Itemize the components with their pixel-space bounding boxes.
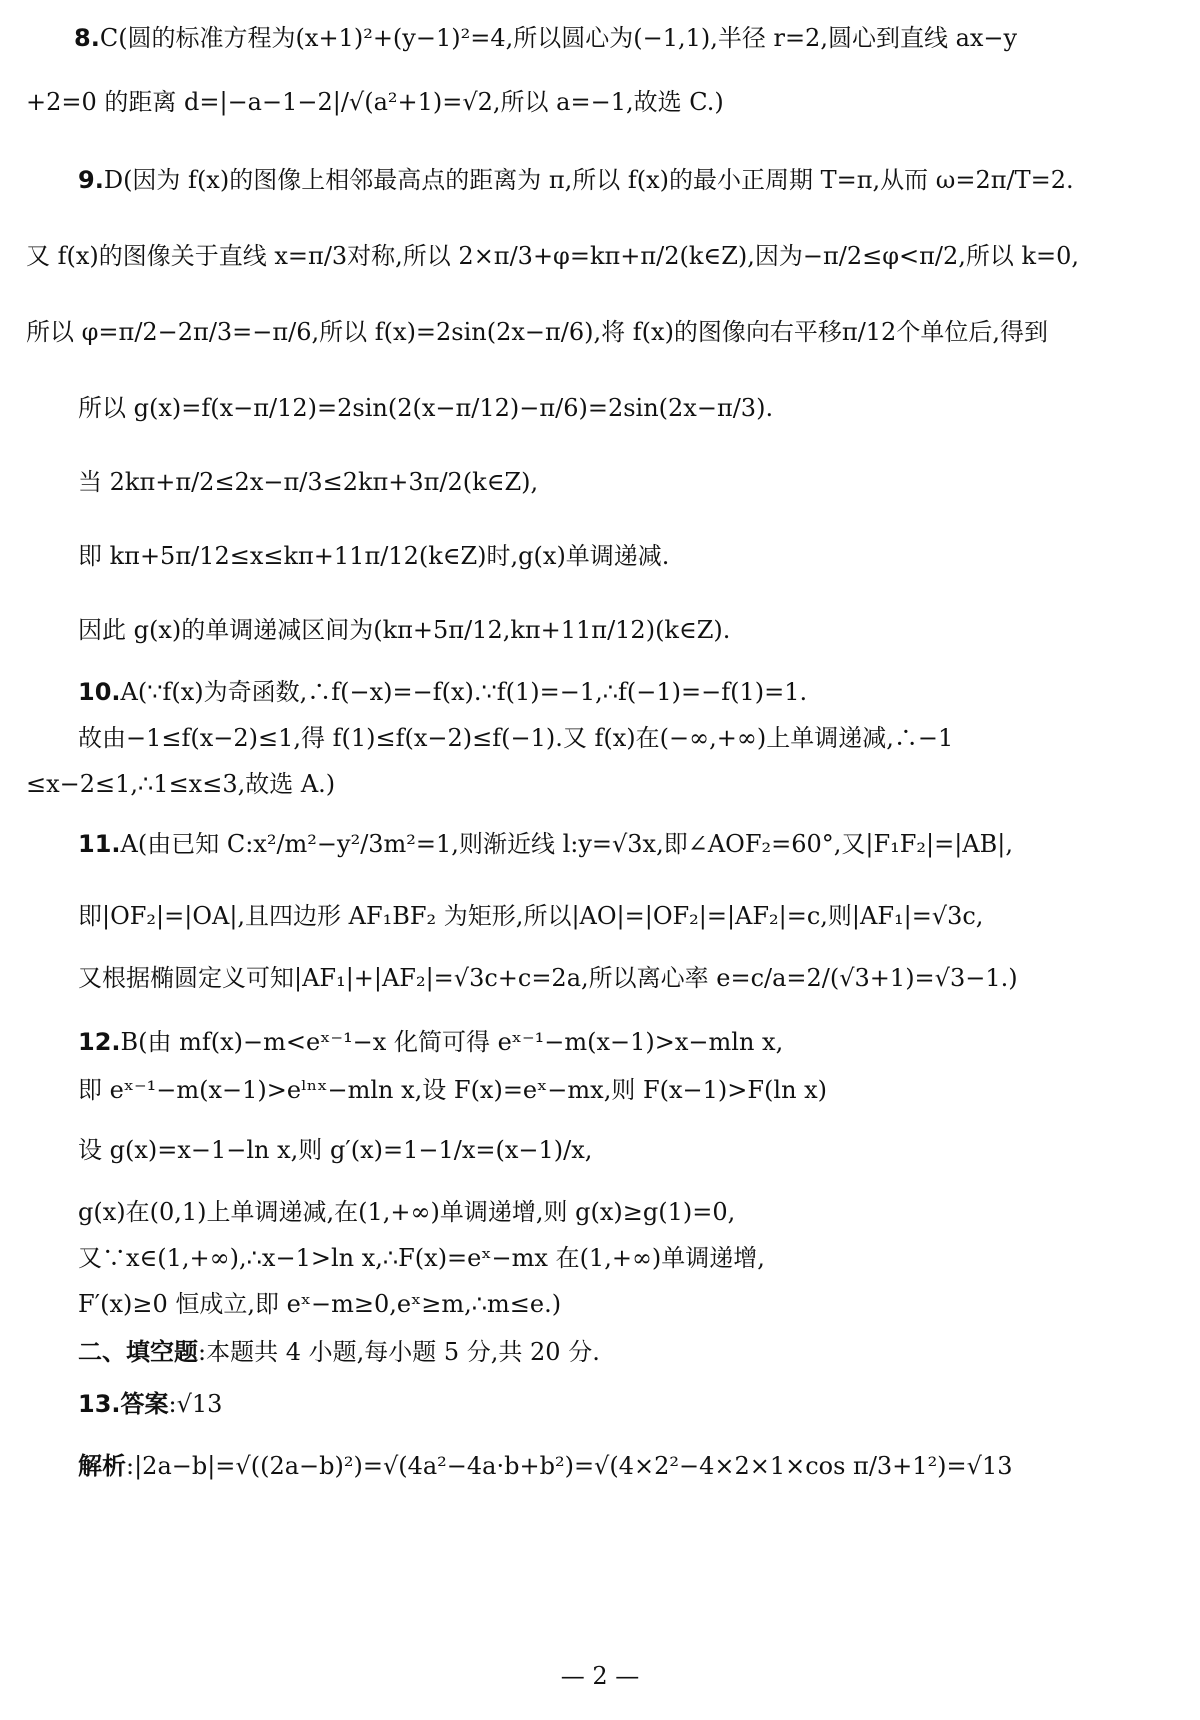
- problem-13-analysis-text: :|2a−b|=√((2a−b)²)=√(4a²−4a·b+b²)=√(4×2²−4×2×1×cos π/3+1²)=√13: [126, 1452, 1013, 1480]
- problem-12-line-5: 又∵x∈(1,+∞),∴x−1>ln x,∴F(x)=eˣ−mx 在(1,+∞)单调递增,: [78, 1244, 765, 1272]
- problem-8-line-1: [26, 22, 1017, 54]
- problem-11-text-1: A(由已知 C:x²/m²−y²/3m²=1,则渐近线 l:y=√3x,即∠AOF₂=60°,又|F₁F₂|=|AB|,: [120, 830, 1013, 858]
- problem-9-line-3: 所以 φ=π/2−2π/3=−π/6,所以 f(x)=2sin(2x−π/6),将 f(x)的图像向右平移π/12个单位后,得到: [26, 318, 1048, 346]
- problem-8-line-2: +2=0 的距离 d=|−a−1−2|/√(a²+1)=√2,所以 a=−1,故选 C.): [26, 88, 724, 116]
- problem-10-number: 10.: [78, 678, 121, 706]
- problem-11-line-2: 即|OF₂|=|OA|,且四边形 AF₁BF₂ 为矩形,所以|AO|=|OF₂|=|AF₂|=c,则|AF₁|=√3c,: [78, 902, 984, 930]
- section-2-text: :本题共 4 小题,每小题 5 分,共 20 分.: [198, 1338, 600, 1366]
- problem-9-text-1: D(因为 f(x)的图像上相邻最高点的距离为 π,所以 f(x)的最小正周期 T=π,从而 ω=2π/T=2.: [103, 166, 1074, 194]
- problem-13-answer-value: :√13: [168, 1390, 223, 1418]
- problem-12-line-3: 设 g(x)=x−1−ln x,则 g′(x)=1−1/x=(x−1)/x,: [78, 1136, 593, 1164]
- problem-12-line-2: 即 eˣ⁻¹−m(x−1)>eˡⁿˣ−mln x,设 F(x)=eˣ−mx,则 F(x−1)>F(ln x): [78, 1076, 828, 1104]
- problem-11-number: 11.: [78, 830, 121, 858]
- problem-12-line-6: F′(x)≥0 恒成立,即 eˣ−m≥0,eˣ≥m,∴m≤e.): [78, 1290, 562, 1318]
- problem-9-line-6: 即 kπ+5π/12≤x≤kπ+11π/12(k∈Z)时,g(x)单调递减.: [78, 542, 670, 570]
- problem-13-analysis: [78, 1450, 1013, 1482]
- problem-9-line-5: 当 2kπ+π/2≤2x−π/3≤2kπ+3π/2(k∈Z),: [78, 468, 539, 496]
- problem-9-line-2: 又 f(x)的图像关于直线 x=π/3对称,所以 2×π/3+φ=kπ+π/2(k∈Z),因为−π/2≤φ<π/2,所以 k=0,: [26, 242, 1080, 270]
- problem-13-analysis-label: 解析: [78, 1452, 126, 1480]
- problem-13-number: 13.: [78, 1390, 121, 1418]
- problem-10-text-1: A(∵f(x)为奇函数,∴f(−x)=−f(x).∵f(1)=−1,∴f(−1)=−f(1)=1.: [120, 678, 808, 706]
- section-2-title: 二、填空题: [78, 1338, 198, 1366]
- problem-9-number: 9.: [78, 166, 104, 194]
- problem-12-number: 12.: [78, 1028, 121, 1056]
- problem-9-line-4: 所以 g(x)=f(x−π/12)=2sin(2(x−π/12)−π/6)=2sin(2x−π/3).: [78, 394, 774, 422]
- problem-8-number: 8.: [74, 24, 100, 52]
- problem-10-line-3: ≤x−2≤1,∴1≤x≤3,故选 A.): [26, 770, 336, 798]
- problem-13-answer-label: 答案: [120, 1390, 169, 1418]
- problem-12-text-1: B(由 mf(x)−m<eˣ⁻¹−x 化简可得 eˣ⁻¹−m(x−1)>x−mln x,: [120, 1028, 784, 1056]
- problem-10-line-2: 故由−1≤f(x−2)≤1,得 f(1)≤f(x−2)≤f(−1).又 f(x)在(−∞,+∞)上单调递减,∴−1: [78, 724, 954, 752]
- problem-11-line-3: 又根据椭圆定义可知|AF₁|+|AF₂|=√3c+c=2a,所以离心率 e=c/a=2/(√3+1)=√3−1.): [78, 964, 1018, 992]
- page-number: — 2 —: [560, 1662, 640, 1690]
- section-2-heading: [78, 1336, 600, 1368]
- problem-13-answer: [78, 1388, 222, 1420]
- problem-11-line-1: [78, 828, 1013, 860]
- problem-8-text-1: C(圆的标准方程为(x+1)²+(y−1)²=4,所以圆心为(−1,1),半径 r=2,圆心到直线 ax−y: [99, 24, 1018, 52]
- problem-12-line-1: [78, 1026, 783, 1058]
- problem-9-line-7: 因此 g(x)的单调递减区间为(kπ+5π/12,kπ+11π/12)(k∈Z).: [78, 616, 731, 644]
- problem-9-line-1: [78, 164, 1074, 196]
- problem-10-line-1: [78, 676, 807, 708]
- problem-12-line-4: g(x)在(0,1)上单调递减,在(1,+∞)单调递增,则 g(x)≥g(1)=0,: [78, 1198, 736, 1226]
